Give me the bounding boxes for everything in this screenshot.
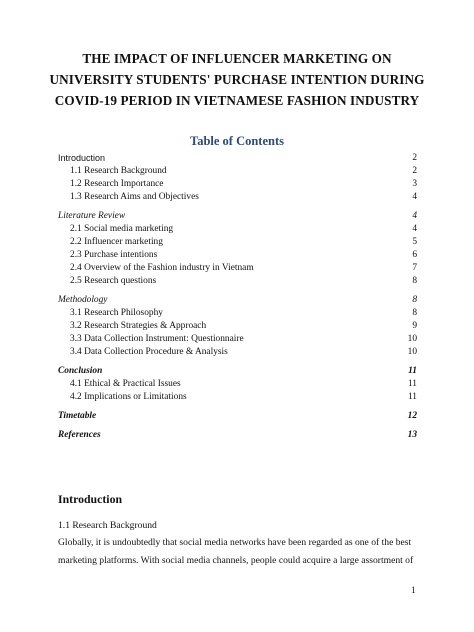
toc-entry-page: 10 xyxy=(407,347,417,357)
toc-entry-page: 6 xyxy=(412,250,417,260)
toc-entry-label: 2.1 Social media marketing xyxy=(70,224,174,234)
body-paragraph xyxy=(58,534,418,570)
toc-entry-3-1[interactable] xyxy=(58,307,417,320)
toc-entry-page: 5 xyxy=(412,237,417,247)
toc-entry-4-2[interactable] xyxy=(58,391,417,404)
toc-entry-references[interactable] xyxy=(58,429,417,442)
toc-entry-label: 1.1 Research Background xyxy=(70,166,167,176)
toc-entry-1-2[interactable] xyxy=(58,178,417,191)
toc-entry-page: 11 xyxy=(407,392,417,402)
toc-entry-label: Methodology xyxy=(58,295,108,305)
table-of-contents xyxy=(58,152,417,442)
toc-entry-label: Timetable xyxy=(58,411,97,421)
toc-entry-label: 3.2 Research Strategies & Approach xyxy=(70,321,207,331)
toc-entry-literature-review[interactable] xyxy=(58,210,417,223)
toc-entry-1-1[interactable] xyxy=(58,165,417,178)
toc-entry-page: 12 xyxy=(407,411,417,421)
toc-entry-2-4[interactable] xyxy=(58,262,417,275)
toc-entry-label: 3.3 Data Collection Instrument: Questionnaire xyxy=(70,334,244,344)
toc-entry-label: 2.4 Overview of the Fashion industry in Vietnam xyxy=(70,263,254,273)
toc-entry-label: 1.3 Research Aims and Objectives xyxy=(70,192,199,202)
toc-entry-2-1[interactable] xyxy=(58,223,417,236)
toc-entry-page: 4 xyxy=(412,192,417,202)
toc-entry-conclusion[interactable] xyxy=(58,365,417,378)
title-line-1: THE IMPACT OF INFLUENCER MARKETING ON xyxy=(82,51,392,66)
toc-entry-label: 4.2 Implications or Limitations xyxy=(70,392,187,402)
toc-entry-page: 8 xyxy=(412,276,417,286)
toc-entry-page: 8 xyxy=(412,308,417,318)
introduction-heading: Introduction xyxy=(58,492,123,506)
toc-entry-page: 8 xyxy=(412,295,417,305)
toc-heading: Table of Contents xyxy=(190,134,284,148)
toc-entry-1-3[interactable] xyxy=(58,191,417,204)
toc-entry-page: 13 xyxy=(407,430,417,440)
toc-entry-label: 4.1 Ethical & Practical Issues xyxy=(70,379,181,389)
toc-entry-label: 2.2 Influencer marketing xyxy=(70,237,163,247)
research-background-heading: 1.1 Research Background xyxy=(58,520,157,531)
toc-entry-methodology[interactable] xyxy=(58,294,417,307)
toc-entry-label: 2.3 Purchase intentions xyxy=(70,250,158,260)
toc-entry-page: 11 xyxy=(407,379,417,389)
toc-entry-label: 3.4 Data Collection Procedure & Analysis xyxy=(70,347,228,357)
toc-entry-label: 3.1 Research Philosophy xyxy=(70,308,163,318)
toc-entry-2-5[interactable] xyxy=(58,275,417,288)
toc-entry-page: 2 xyxy=(412,166,417,176)
toc-entry-label: Literature Review xyxy=(58,211,126,221)
body-line: marketing platforms. With social media channels, people could acquire a large assortment of xyxy=(58,555,414,566)
toc-entry-page: 4 xyxy=(412,224,417,234)
toc-entry-3-3[interactable] xyxy=(58,333,417,346)
toc-entry-2-2[interactable] xyxy=(58,236,417,249)
title-line-2: UNIVERSITY STUDENTS' PURCHASE INTENTION DURING xyxy=(49,72,425,87)
toc-entry-page: 10 xyxy=(407,334,417,344)
toc-entry-page: 11 xyxy=(408,366,417,376)
toc-entry-3-2[interactable] xyxy=(58,320,417,333)
toc-entry-page: 2 xyxy=(412,153,417,163)
toc-entry-label: References xyxy=(58,430,101,440)
toc-entry-page: 4 xyxy=(412,211,417,221)
document-title xyxy=(40,48,434,111)
toc-entry-label: 1.2 Research Importance xyxy=(70,179,164,189)
body-line: Globally, it is undoubtedly that social media networks have been regarded as one of the best xyxy=(58,537,412,548)
toc-entry-page: 7 xyxy=(412,263,417,273)
page-number: 1 xyxy=(411,586,416,596)
toc-entry-2-3[interactable] xyxy=(58,249,417,262)
toc-entry-label: Conclusion xyxy=(58,366,103,376)
toc-entry-page: 9 xyxy=(412,321,417,331)
toc-entry-3-4[interactable] xyxy=(58,346,417,359)
toc-entry-4-1[interactable] xyxy=(58,378,417,391)
toc-entry-introduction[interactable] xyxy=(58,152,417,165)
toc-entry-label: 2.5 Research questions xyxy=(70,276,157,286)
toc-entry-page: 3 xyxy=(412,179,417,189)
toc-entry-timetable[interactable] xyxy=(58,410,417,423)
title-line-3: COVID-19 PERIOD IN VIETNAMESE FASHION INDUSTRY xyxy=(54,93,420,108)
toc-entry-label: Introduction xyxy=(58,153,106,163)
